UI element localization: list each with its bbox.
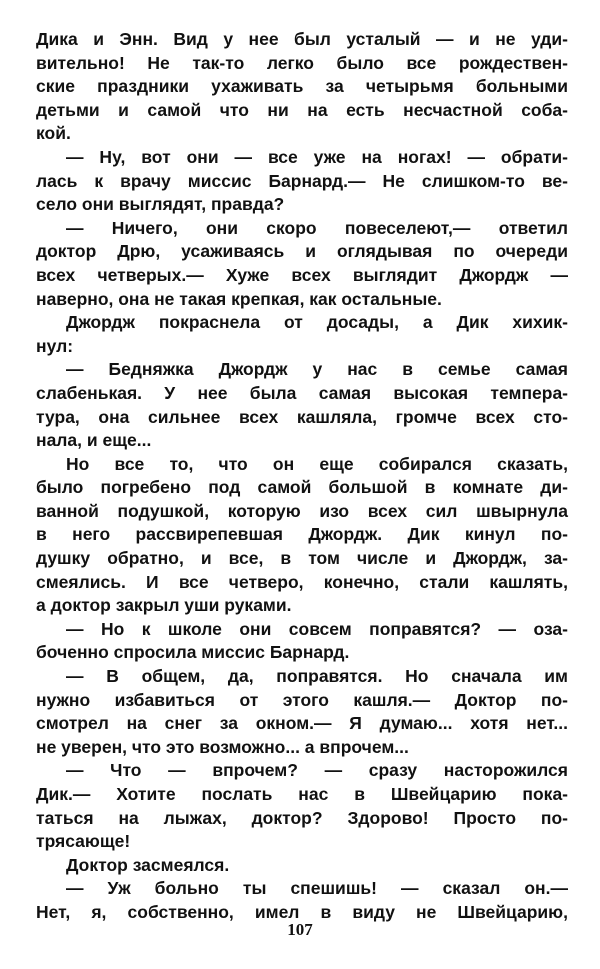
text-line: нужно избавиться от этого кашля.— Доктор по-: [36, 689, 568, 710]
text-line: нул:: [36, 335, 74, 356]
text-line: трясающе!: [36, 831, 131, 852]
page-number: 107: [287, 920, 313, 939]
text-line: — Уж больно ты спешишь! — сказал он.—: [66, 878, 568, 899]
text-line: ванной подушкой, которую изо всех сил швырнула: [36, 500, 568, 521]
text-line: — Ну, вот они — все уже на ногах! — обрати-: [66, 146, 568, 167]
text-line: всех четверых.— Хуже всех выглядит Джордж —: [36, 264, 568, 285]
text-line: — Ничего, они скоро повеселеют,— ответил: [66, 217, 568, 238]
text-line: нала, и еще...: [36, 430, 152, 451]
text-line: — В общем, да, поправятся. Но сначала им: [66, 666, 568, 687]
text-line: тура, она сильнее всех кашляла, громче всех сто-: [36, 406, 568, 427]
text-line: слабенькая. У нее была самая высокая темпера-: [36, 382, 568, 403]
text-line: смотрел на снег за окном.— Я думаю... хотя нет...: [36, 713, 568, 734]
text-line: душку обратно, и все, в том числе и Джордж, за-: [36, 548, 568, 569]
text-line: — Что — впрочем? — сразу насторожился: [66, 760, 568, 781]
text-line: боченно спросила миссис Барнард.: [36, 642, 350, 663]
text-line: кой.: [36, 123, 71, 144]
text-line: доктор Дрю, усаживаясь и оглядывая по очереди: [36, 241, 568, 262]
text-line: вительно! Не так-то легко было все рождествен-: [36, 52, 568, 73]
text-line: было погребено под самой большой в комнате ди-: [36, 477, 568, 498]
text-line: в него рассвирепевшая Джордж. Дик кинул по-: [36, 524, 568, 545]
text-block: [36, 28, 568, 925]
text-line: ские праздники ухаживать за четырьмя больными: [36, 76, 568, 97]
text-line: Джордж покраснела от досады, а Дик хихик-: [66, 312, 568, 333]
text-line: Дик.— Хотите послать нас в Швейцарию пока-: [36, 784, 568, 804]
text-line: детьми и самой что ни на есть несчастной соба-: [36, 99, 568, 120]
text-line: наверно, она не такая крепкая, как остальные.: [36, 288, 442, 309]
text-line: Дика и Энн. Вид у нее был усталый — и не уди-: [36, 29, 568, 49]
text-line: село они выглядят, правда?: [36, 194, 285, 215]
text-line: лась к врачу миссис Барнард.— Не слишком-то ве-: [36, 170, 568, 191]
text-line: таться на лыжах, доктор? Здорово! Просто по-: [36, 807, 568, 828]
text-line: а доктор закрыл уши руками.: [36, 595, 292, 616]
text-line: смеялись. И все четверо, конечно, стали кашлять,: [36, 571, 568, 592]
text-line: — Но к школе они совсем поправятся? — оза-: [66, 618, 568, 639]
text-line: Но все то, что он еще собирался сказать,: [66, 453, 568, 474]
text-line: Нет, я, собственно, имел в виду не Швейцарию,: [36, 901, 568, 922]
text-line: не уверен, что это возможно... а впрочем...: [36, 736, 409, 757]
text-line: — Бедняжка Джордж у нас в семье самая: [66, 359, 568, 380]
text-line: Доктор засмеялся.: [66, 854, 230, 875]
